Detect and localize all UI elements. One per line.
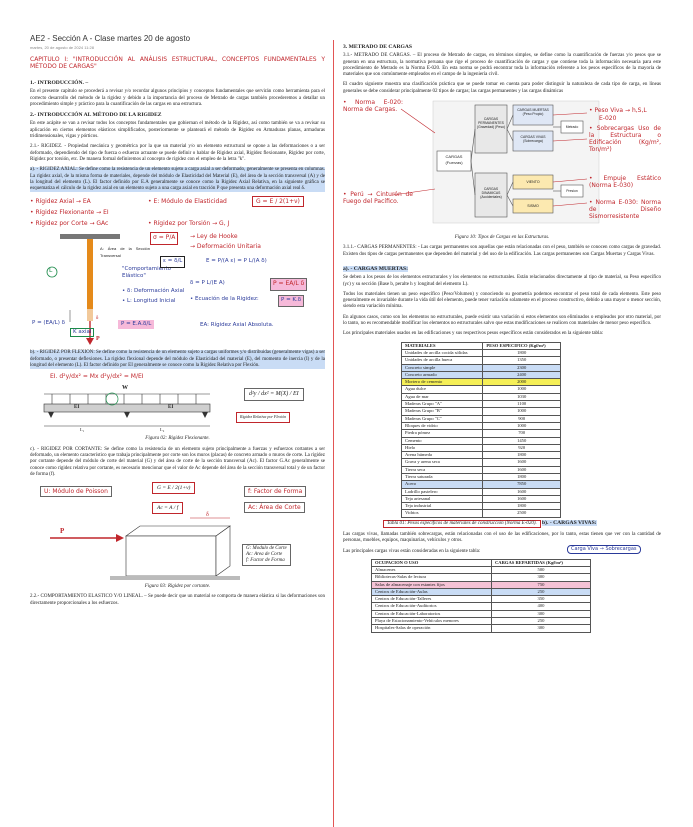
node-permanentes: CARGAS PERMANENTES (Gravedad) (Peso) [476, 117, 506, 130]
carga-viva-note: Carga Viva → Sobrecargas [567, 545, 641, 554]
table-cell-name: Almacenes [372, 566, 492, 573]
shear-figure [30, 482, 325, 582]
cargas-muertas-text: Se deben a los pesos de los elementos estructurales y los elementos no estructurales. Están relacionados directamente al tipo de material, su Peso específico (γc) y su sección (Base b, peralte h y longitud del elemento L). [343, 275, 661, 287]
axial-figure [30, 232, 325, 350]
table-row [402, 452, 561, 459]
note-e030: • Norma E-030: Norma de Diseño Sismorresistente [589, 199, 661, 221]
table-cell-value: 1030 [483, 393, 561, 400]
table-cell-name: Centros de Educación-Auditorios [372, 603, 492, 610]
table-row [402, 488, 561, 495]
table-cell-value: 700 [483, 430, 561, 437]
table-cell-value: 1000 [483, 386, 561, 393]
table-cell-name: Cemento [402, 437, 483, 444]
table-cell-value: 300 [491, 610, 590, 617]
box-sigma [150, 232, 178, 244]
result-1: P = (EA/L) δ [32, 320, 65, 327]
table-cell-name: Hospitales-Salas de operación [372, 625, 492, 632]
table-cell-value: 1600 [483, 466, 561, 473]
label-comp: "Comportamiento Elástico" [122, 266, 172, 280]
ac-formula: Ac = A / f [152, 502, 183, 514]
table-row [402, 349, 561, 356]
table-row [402, 481, 561, 488]
table-cell-value: 2500 [483, 510, 561, 517]
shear-legend [242, 544, 291, 566]
table-cell-value: 2300 [483, 364, 561, 371]
g-formula: G = E / 2(1+ν) [152, 482, 195, 494]
table-cell-name: Ladrillo pastelero [402, 488, 483, 495]
materials-table [401, 342, 561, 518]
table-cell-name: Mortero de cemento [402, 379, 483, 386]
table-row [402, 430, 561, 437]
note-norma-e020: • Norma E-020: Norma de Cargas. [343, 99, 403, 114]
cargas-vivas-text-2: Las principales cargas vivas están consideradas en la siguiente tabla: [343, 548, 481, 554]
table-cell-value: 300 [491, 574, 590, 581]
table-row [402, 371, 561, 378]
table-row [372, 618, 591, 625]
node-metrado: Metrado [565, 125, 579, 130]
label-l1: L₁ [80, 427, 85, 433]
box-P [270, 278, 307, 290]
table-cell-value: 400 [491, 603, 590, 610]
section-2-title: 2.- INTRODUCCIÓN AL MÉTODO DE LA RIGIDEZ [30, 112, 162, 119]
materials-header-weight: PESO ESPECIFICO (Kgf/m³) [483, 342, 561, 349]
table-cell-name: Unidades de arcilla hueca [402, 357, 483, 364]
label-delta: δ [96, 316, 99, 322]
table-cell-name: Hielo [402, 444, 483, 451]
table-cell-name: Bibliotecas-Salas de lectura [372, 574, 492, 581]
table-cell-value: 1800 [483, 503, 561, 510]
shear-diagram [30, 482, 325, 582]
table-cell-value: 1800 [483, 473, 561, 480]
factor-forma-label: f: Factor de Forma [244, 486, 306, 497]
table-cell-name: Salas de almacenaje con estantes fijos [372, 581, 492, 588]
materials-header-name: MATERIALES [402, 342, 483, 349]
table-cell-value: 920 [483, 444, 561, 451]
table-cell-value: 1800 [483, 452, 561, 459]
table-cell-name: Acero [402, 481, 483, 488]
table-cell-name: Concreto simple [402, 364, 483, 371]
table-cell-value: 500 [491, 566, 590, 573]
table-row [402, 503, 561, 510]
node-sismo: SISMO [527, 204, 539, 209]
figure-10-caption: Figura 10: Tipos de Cargas en las Estructuras. [454, 235, 550, 241]
rigidez-axial-text: a). - RIGIDEZ AXIAL: Se define como la resistencia de un elemento sujeto a carga axial a ser deformado, generalmente se presenta en columnas. La rigidez axial, de la misma forma de materiales, depende del módulo de Elasticidad del Material (E), del área de la sección transversal (A) y de la longitud del elemento (L). El factor definido por E.A generalmente se conoce como la Rigidez Axial Relativa, en la siguiente gráfica se esquematiza el cálculo de la rigidez axial en un elemento sujeto a una carga axial en tracción P que presenta una deformación axial real δ. [30, 167, 325, 192]
table-cell-value: 1800 [483, 349, 561, 356]
table-cell-value: 750 [491, 581, 590, 588]
label-L: L [49, 267, 53, 275]
label-eq: • Ecuación de la Rigidez: [190, 296, 259, 303]
table-row [402, 386, 561, 393]
section-21-text: 2.1.- RIGIDEZ. - Propiedad mecánica y geométrica por la que un material y/o un elemento estructural se opone a las deformaciones o a ser deformado, dependiendo del tipo de fuerza o esfuerzo actuante se puede definir o hablar de Rigidez axial, Rigidez flexionante, Rigidez por corte, Rigidez por torsión, etc. De manera formal definiremos al concepto de rigidez con el empleo de la letra "k". [30, 144, 325, 162]
note-e020: E-020 [599, 115, 617, 123]
table-row [372, 588, 591, 595]
section-1-text: En el presente capítulo se procederá a revisar y/o recordar algunos principios y conceptos fundamentales que servirán como herramienta para el correcto desarrollo del método de la rigidez y debido a la importancia del proceso de Metrado de cargas también procederemos a detallar un procedimiento simple y práctico para la cuantificación de las cargas en una estructura. [30, 89, 325, 107]
table-cell-value: 1000 [483, 408, 561, 415]
table-cell-name: Centros de Educación-Laboratorios [372, 610, 492, 617]
table-row [402, 401, 561, 408]
table-cell-name: Maderas Grupo "A" [402, 401, 483, 408]
shear-delta: δ [206, 512, 209, 519]
note-peru: • Perú → Cinturón de Fuego del Pacífico. [343, 191, 413, 206]
section-22-text: 2.2.- COMPORTAMIENTO ELASTICO Y/O LINEAL. – Se puede decir que un material se comporta de manera elástica si las deformaciones son directamente proporcionales a los esfuerzos. [30, 594, 325, 606]
cargas-muertas-text-2: Todos los materiales tienen un peso específico (Peso/Volumen) y conociendo su geometría podemos encontrar el peso total de cada elemento. Este peso generalmente es invariable durante la vida útil del elemento, puede tener variación solamente en el proceso constructivo, debido a una mayor o menor sección, siendo esta variación mínima. [343, 291, 661, 310]
table-cell-value: 350 [491, 596, 590, 603]
result-2: P = E.A.δ/L [118, 320, 154, 329]
table-row [402, 444, 561, 451]
figure-2-caption: Figura 02: Rigidez Flexionante. [145, 436, 210, 442]
table-cell-value: 250 [491, 588, 590, 595]
bullet-delta: • δ: Deformación Axial [122, 288, 185, 295]
table-cell-name: Centros de Educación-Aulas [372, 588, 492, 595]
table-row [402, 364, 561, 371]
table-cell-name: Agua de mar [402, 393, 483, 400]
cargas-vivas-text: Las cargas vivas, llamadas también sobrecargas, están relacionadas con el uso de las edificaciones, por lo tanto, estas tienen que ver con la cantidad de personas, muebles, equipos, maquinarias, vehículos y otros. [343, 532, 661, 544]
table-row [402, 422, 561, 429]
table-row [402, 437, 561, 444]
table-cell-name: Maderas Grupo "C" [402, 415, 483, 422]
table-row [402, 357, 561, 364]
node-viento: VIENTO [526, 180, 540, 185]
table-cell-name: Playa de Estacionamiento-Vehículos menores [372, 618, 492, 625]
rigidez-corte-text: c). - RIGIDEZ POR CORTANTE: Se define como la resistencia de un elemento sujeto principalmente a fuerzas y esfuerzos cortantes a ser deformado, un elemento característico que trabaja principalmente por corte son los muros (placas) de concreto armado o muros de corte. La rigidez por cortante depende del módulo de corte del material (G) y del área de corte de la sección transversal (Ac). El factor G.Ac generalmente se conoce como rigidez relativa por cortante, es necesario mencionar que el valor de Ac depende del área de la sección transversal total y de un factor de forma (f). [30, 446, 325, 477]
note-g-formula: G = E / 2(1+ν) [252, 196, 304, 207]
label-ei-2: EI [168, 405, 174, 411]
cargas-muertas-text-3: En algunos casos, como son los elementos no estructurales, puede existir una variación si estos elementos son eliminados o empleados por otro material, por lo tanto, no es recomendable modificar los elementos no estructurales salvo que estas modificaciones se realicen con materiales de menor peso específico. [343, 314, 661, 327]
load-types-figure [343, 99, 661, 233]
column-divider [333, 40, 334, 827]
table-cell-name: Piedra pómez [402, 430, 483, 437]
table-row [372, 581, 591, 588]
table-row [372, 566, 591, 573]
table-row [402, 495, 561, 502]
table-cell-value: 1100 [483, 401, 561, 408]
table-cell-name: Concreto armado [402, 371, 483, 378]
table-cell-name: Unidades de arcilla cocida sólidas [402, 349, 483, 356]
table-cell-name: Tierra seca [402, 466, 483, 473]
table-row [402, 510, 561, 517]
label-P: P [96, 336, 100, 343]
table-row [402, 473, 561, 480]
node-cargas: CARGAS (Fuerzas) [445, 154, 463, 166]
flexion-equation: d²y / dx² = M(X) / EI [244, 388, 304, 400]
table-row [372, 596, 591, 603]
section-2-text: En este acápite se van a revisar todos los conceptos fundamentales que gobiernan el método de la Rigidez, así como también se va a revisar su aplicación en ciertos elementos elásticos simplificados, posteriormente se planteará el método de Rigidez en Armaduras planas, armaduras tridimensionales, vigas y pórticos. [30, 121, 325, 140]
note-peso-viva: • Peso Viva → h,S,L [589, 107, 647, 115]
eq-delta: δ = P L/(E A) [190, 280, 225, 287]
label-l2: L₂ [160, 427, 165, 433]
cargas-muertas-title: a). - CARGAS MUERTAS: [343, 265, 408, 272]
legend-f: f: Factor de Forma [246, 558, 285, 564]
eq-Pk: P = K.δ [281, 297, 302, 304]
table-cell-name: Teja industrial [402, 503, 483, 510]
table-row [402, 379, 561, 386]
table-cell-value: 1600 [483, 495, 561, 502]
table-cell-name: Agua dulce [402, 386, 483, 393]
section-3-title: 3. METRADO DE CARGAS [343, 44, 412, 50]
table-row [372, 574, 591, 581]
note-axial: • Rígidez Axial → EA [30, 198, 91, 206]
table-cell-value: 1000 [483, 422, 561, 429]
table-cell-value: 2000 [483, 379, 561, 386]
live-loads-table [371, 559, 591, 633]
area-corte-label: Ac: Área de Corte [244, 502, 305, 513]
section-31-text: 3.1.- METRADO DE CARGAS. – El proceso de Metrado de cargas, en términos simples, se define como la cuantificación de fuerzas y/o pesos que se generan en una estructura, la normativa peruana que rige el proceso de cuantificación de cargas y que contiene toda la información necesaria para este procedimiento de Metrado es la Norma E-020. En esta norma se podrá encontrar toda la información referente a los pesos específicos de la mayoría de materiales que son comúnmente empleados en el campo de la ingeniería civil. [343, 53, 661, 78]
node-dinamicas: CARGAS DINAMICAS (Accidentales) [480, 187, 502, 200]
table-cell-name: Grava y arena seca [402, 459, 483, 466]
section-31-text-2: El cuadro siguiente muestra una clasificación práctica que se puede tomar en cuenta para poder distinguir la naturaleza de cada tipo de carga, en líneas generales se debe considerar principalmente 02 tipos de cargas; las cargas permanentes y las cargas dinámicas [343, 82, 661, 94]
note-flexion: • Rígidez Flexionante → EI [30, 209, 109, 217]
legend-g: G: Modulo de Corte [246, 546, 287, 552]
section-1-title: 1.- INTRODUCCIÓN. – [30, 80, 89, 86]
table-row [402, 393, 561, 400]
table-row [372, 603, 591, 610]
poisson-label: U: Módulo de Poisson [40, 486, 112, 497]
eq-epsilon: ε = δ/L [163, 258, 183, 265]
eq-P: P = EA/L δ [273, 280, 305, 288]
table-row [402, 459, 561, 466]
result-kaxial: K axial [70, 328, 94, 337]
label-ei-1: EI [74, 405, 80, 411]
table-cell-name: Tierra saturada [402, 473, 483, 480]
table-cell-value: 250 [491, 618, 590, 625]
note-sobrecargas: • Sobrecargas Uso de la Estructura o Edificación (Kg/m², Ton/m²) [589, 125, 661, 154]
label-def: → Deformación Unitaria [190, 243, 261, 251]
label-hooke: → Ley de Hooke [190, 233, 238, 241]
bullet-L: • L: Longitud Inicial [122, 298, 176, 305]
page-date: martes, 20 de agosto de 2024 11:28 [30, 45, 94, 50]
table-row [402, 408, 561, 415]
cargas-vivas-title: b). - CARGAS VIVAS: [542, 519, 597, 526]
table-cell-value: 1600 [483, 488, 561, 495]
table-cell-value: 2400 [483, 371, 561, 378]
label-area: A: Área de la Sección Transversal [100, 246, 150, 258]
left-column [30, 48, 325, 611]
flexion-relative-label: Rigidez Relativa por Flexión [236, 412, 290, 422]
note-corte: • Rígidez por Corte → GAc [30, 220, 109, 228]
table-cell-name: Centros de Educación-Talleres [372, 596, 492, 603]
table-cell-name: Arena húmeda [402, 452, 483, 459]
table-row [372, 625, 591, 632]
legend-ac: Ac: Area de Corte [246, 552, 283, 558]
node-muertas: CARGAS MUERTAS (Peso Propio) [517, 108, 549, 117]
label-w: W [122, 385, 128, 392]
page-title: AE2 - Sección A - Clase martes 20 de agosto [30, 34, 191, 43]
section-311-text: 3.1.1.- CARGAS PERMANENTES: - Las cargas permanentes son aquellas que están relacionadas con el peso, también se conocen como cargas de gravedad. Existen dos tipos de cargas permanentes que dependen del material y del uso de la edificación. Las cargas permanentes son Cargas Muertas y Cargas Vivas. [343, 245, 661, 257]
beam-figure [30, 382, 325, 434]
cargas-muertas-text-4: Los principales materiales usados en las edificaciones y sus respectivos pesos específicos están considerados en la siguiente tabla: [343, 331, 604, 337]
live-header-load: CARGAS REPARTIDAS (Kgf/m²) [491, 559, 590, 566]
eq-sigma: σ = P/A [153, 234, 176, 242]
table-cell-value: 7850 [483, 481, 561, 488]
chapter-title: CAPITULO I: "INTRODUCCIÓN AL ANÁLISIS ESTRUCTURAL, CONCEPTOS FUNDAMENTALES Y MÉTODO DE CARGAS" [30, 56, 325, 70]
table-cell-value: 1600 [483, 459, 561, 466]
table-cell-value: 1450 [483, 437, 561, 444]
table-cell-name: Teja artesanal [402, 495, 483, 502]
right-column [343, 40, 661, 633]
live-header-use: OCUPACION O USO [372, 559, 492, 566]
stiffness-notes [30, 196, 325, 232]
box-Pk [278, 295, 304, 306]
eq-E: E = P/(A ε) = P L/(A δ) [206, 258, 267, 265]
table-row [402, 415, 561, 422]
table-row [402, 466, 561, 473]
figure-3-caption: Figura 03: Rigidez por cortante. [144, 584, 211, 590]
flexion-note: EI. d²y/dx² = Mx d²y/dx² = M/EI [50, 373, 144, 381]
table-cell-value: 900 [483, 415, 561, 422]
note-elasticity: • E: Módulo de Elasticidad [148, 198, 227, 206]
node-presion: Presion [566, 189, 578, 194]
rigidez-flexion-text: b). - RIGIDEZ POR FLEXION: Se define como la resistencia de un elemento sujeto a cargas uniformes y/o distribuidas (generalmente vigas) a ser deformado, o presentar deflexiones. La rigidez flexional depende del módulo de Elasticidad del material (E), del momento de inercia (I) y de la longitud del elemento (L). El factor definido por EI generalmente se conoce como la Rigidez Relativa por Flexión. [30, 350, 325, 369]
table-cell-value: 1350 [483, 357, 561, 364]
table-cell-value: 300 [491, 625, 590, 632]
table-row [372, 610, 591, 617]
result-3: EA: Rígidez Axial Absoluta. [200, 322, 274, 329]
node-vivas: CARGAS VIVAS (Sobrecarga) [520, 135, 546, 144]
table-cell-name: Bloques de vidrio [402, 422, 483, 429]
note-torsion: • Rígidez por Torsión → G, J [148, 220, 230, 228]
box-epsilon [160, 256, 185, 267]
table-1-caption: Tabla 01: Pesos específicos de materiales de construcción (Norma E-020). [383, 520, 541, 528]
note-empuje: • Empuje Estático (Norma E-030) [589, 175, 661, 190]
table-cell-name: Maderas Grupo "B" [402, 408, 483, 415]
shear-P: P [60, 527, 65, 536]
table-cell-name: Vidrios [402, 510, 483, 517]
